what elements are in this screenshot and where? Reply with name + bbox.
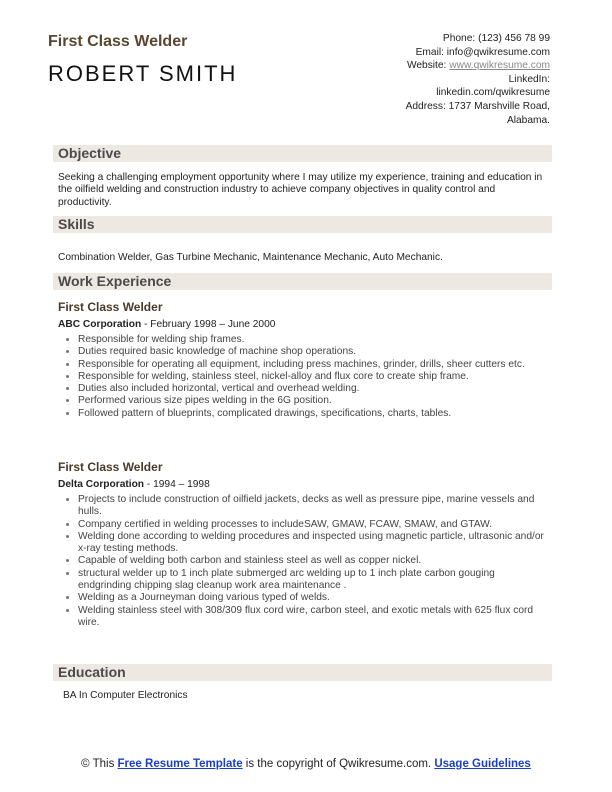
address-label: Address: <box>405 100 446 112</box>
contact-phone <box>310 32 550 46</box>
list-item: • Welding stainless steel with 308/309 flux cord wire, carbon steel, and exotic metals with 625 flux cord wire. <box>78 605 548 630</box>
job-1-duties <box>64 334 548 420</box>
list-item: • Responsible for operating all equipment, including press machines, grinder, drills, sheer cutters etc. <box>78 359 548 371</box>
phone-value: (123) 456 78 99 <box>478 33 550 44</box>
list-item: • structural welder up to 1 inch plate submerged arc welding up to 1 inch plate carbon gouging endgrinding chipping slag cleanup work area maintenance . <box>78 568 548 593</box>
skills-title: Skills <box>58 216 95 232</box>
objective-title: Objective <box>58 145 122 161</box>
education-section-header <box>53 664 552 681</box>
list-item: • Welding as a Journeyman doing various typed of welds. <box>78 592 548 604</box>
footer-copyright <box>60 758 552 772</box>
contact-address <box>310 100 550 114</box>
job-2-duties <box>64 494 548 629</box>
skills-text: Combination Welder, Gas Turbine Mechanic, Maintenance Mechanic, Auto Mechanic. <box>58 252 443 263</box>
contact-website <box>310 59 550 73</box>
list-item: • Performed various size pipes welding in the 6G position. <box>78 395 548 407</box>
objective-text: Seeking a challenging employment opportunity where I may utilize my experience, training and education in the oilfield welding and construction industry to achieve company objectives in quality control and productivity. <box>58 172 543 208</box>
list-item: • Company certified in welding processes to includeSAW, GMAW, FCAW, SMAW, and GTAW. <box>78 519 548 531</box>
list-item: • Responsible for welding, stainless steel, nickel-alloy and flux core to create ship frame. <box>78 371 548 383</box>
contact-email <box>310 46 550 60</box>
job-2-company-line <box>58 479 210 490</box>
website-label: Website: <box>406 60 447 72</box>
job-1-dates: - February 1998 – June 2000 <box>141 319 276 330</box>
footer-middle: is the copyright of Qwikresume.com. <box>242 758 435 770</box>
candidate-name: ROBERT SMITH <box>48 61 238 86</box>
list-item: • Responsible for welding ship frames. <box>78 334 548 346</box>
objective-section-header <box>53 145 552 162</box>
job-1-company-line <box>58 319 275 330</box>
contact-block <box>310 32 550 127</box>
contact-linkedin-label: LinkedIn: <box>508 73 550 85</box>
job-1-title: First Class Welder <box>58 300 163 314</box>
phone-label: Phone: <box>442 33 476 44</box>
job-2-dates: - 1994 – 1998 <box>144 479 210 490</box>
footer-prefix: © This <box>81 758 118 770</box>
work-title: Work Experience <box>58 273 172 289</box>
work-section-header <box>53 273 552 290</box>
list-item: • Projects to include construction of oilfield jackets, decks as well as pressure pipe, marine vessels and hulls. <box>78 494 548 519</box>
list-item: • Capable of welding both carbon and stainless steel as well as copper nickel. <box>78 555 548 567</box>
usage-guidelines-link[interactable]: Usage Guidelines <box>434 758 531 770</box>
website-link[interactable]: www.qwikresume.com <box>449 60 550 72</box>
education-text: BA In Computer Electronics <box>63 690 188 701</box>
list-item: • Duties also included horizontal, vertical and overhead welding. <box>78 383 548 395</box>
job-2-title: First Class Welder <box>58 460 163 474</box>
job-title: First Class Welder <box>48 33 188 50</box>
email-value: info@qwikresume.com <box>446 46 550 58</box>
job-2-company: Delta Corporation <box>58 479 145 490</box>
list-item: • Duties required basic knowledge of machine shop operations. <box>78 346 548 358</box>
list-item: • Followed pattern of blueprints, complicated drawings, specifications, charts, tables. <box>78 408 548 420</box>
free-resume-template-link[interactable]: Free Resume Template <box>117 758 243 770</box>
email-label: Email: <box>415 46 444 58</box>
address-line1: 1737 Marshville Road, <box>448 100 550 112</box>
job-1-company: ABC Corporation <box>58 319 142 330</box>
list-item: • Welding done according to welding procedures and inspected using magnetic particle, ultrasonic and/or x-ray testing methods. <box>78 531 548 556</box>
education-title: Education <box>58 664 126 680</box>
contact-linkedin-value: linkedin.com/qwikresume <box>436 87 550 99</box>
skills-section-header <box>53 216 552 233</box>
contact-address-line2: Alabama. <box>506 114 550 126</box>
